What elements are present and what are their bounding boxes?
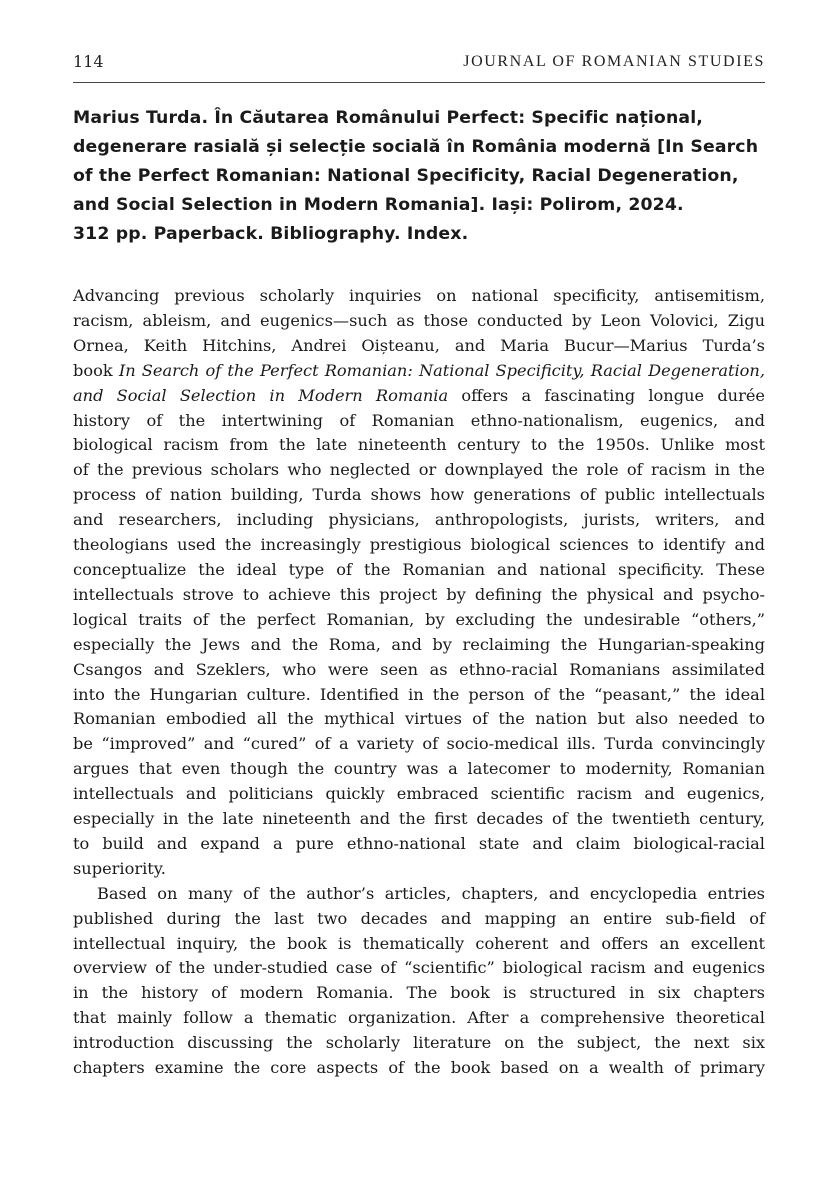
text-line: logical traits of the perfect Romanian, by excluding the undesirable “others,”	[73, 609, 765, 629]
text-line: introduction discussing the scholarly literature on the subject, the next six	[73, 1033, 765, 1053]
text-line: especially the Jews and the Roma, and by reclaiming the Hungarian-speaking	[73, 634, 765, 654]
text-line: argues that even though the country was a latecomer to modernity, Romanian	[73, 759, 765, 779]
text-line: intellectuals strove to achieve this project by defining the physical and psycho-	[73, 584, 765, 604]
text-line: and researchers, including physicians, anthropologists, jurists, writers, and	[73, 510, 765, 530]
paragraph-1	[73, 284, 765, 882]
heading-line: of the Perfect Romanian: National Specificity, Racial Degeneration,	[73, 166, 739, 186]
text-line: biological racism from the late nineteenth century to the 1950s. Unlike most	[73, 435, 765, 455]
heading-line: Marius Turda. În Căutarea Românului Perfect: Specific național,	[73, 108, 704, 128]
text-line: that mainly follow a thematic organization. After a comprehensive theoretical	[73, 1008, 765, 1028]
text-line: especially in the late nineteenth and the first decades of the twentieth century,	[73, 809, 765, 829]
text-line: chapters examine the core aspects of the book based on a wealth of primary	[73, 1058, 765, 1078]
header-rule	[73, 82, 765, 83]
text-line: history of the intertwining of Romanian ethno-nationalism, eugenics, and	[73, 410, 765, 430]
heading-line: degenerare rasială și selecție socială în România modernă [In Search	[73, 137, 759, 157]
text-line: superiority.	[73, 858, 166, 878]
text-line: overview of the under-studied case of “scientific” biological racism and eugenics	[73, 958, 765, 978]
text-line: Csangos and Szeklers, who were seen as ethno-racial Romanians assimilated	[73, 659, 765, 679]
text-line: be “improved” and “cured” of a variety of socio-medical ills. Turda convincingly	[73, 734, 765, 754]
review-body	[73, 284, 765, 1081]
text-line: racism, ableism, and eugenics—such as those conducted by Leon Volovici, Zigu	[73, 310, 765, 330]
review-bibliographic-heading	[73, 104, 773, 249]
text-line: published during the last two decades and mapping an entire sub-field of	[73, 908, 765, 928]
text-line: Romanian embodied all the mythical virtues of the nation but also needed to	[73, 709, 765, 729]
text-line: conceptualize the ideal type of the Romanian and national specificity. These	[73, 559, 765, 579]
text-line: to build and expand a pure ethno-national state and claim biological-racial	[73, 833, 765, 853]
text-line: process of nation building, Turda shows how generations of public intellectuals	[73, 485, 765, 505]
book-title-italic: In Search of the Perfect Romanian: National Specificity, Racial Degeneration,	[118, 360, 766, 380]
running-head	[73, 52, 765, 76]
text-line: Ornea, Keith Hitchins, Andrei Oișteanu, and Maria Bucur—Marius Turda’s	[73, 335, 765, 355]
text-line-with-title	[73, 384, 765, 409]
paragraph-2	[73, 882, 765, 1081]
text-line: intellectuals and politicians quickly embraced scientific racism and eugenics,	[73, 784, 765, 804]
heading-line: 312 pp. Paperback. Bibliography. Index.	[73, 224, 469, 244]
text-line-with-title	[73, 359, 765, 384]
book-title-italic: and Social Selection in Modern Romania	[73, 385, 449, 405]
text-line: intellectual inquiry, the book is thematically coherent and offers an excellent	[73, 933, 765, 953]
text-line: in the history of modern Romania. The book is structured in six chapters	[73, 983, 765, 1003]
text-line: Based on many of the author’s articles, chapters, and encyclopedia entries	[97, 883, 765, 903]
heading-line: and Social Selection in Modern Romania]. Iași: Polirom, 2024.	[73, 195, 684, 215]
journal-title: JOURNAL OF ROMANIAN STUDIES	[463, 53, 765, 70]
text-fragment: offers a fascinating longue durée	[448, 385, 765, 405]
text-fragment: book	[73, 360, 119, 380]
text-line: Advancing previous scholarly inquiries on national specificity, antisemitism,	[73, 286, 765, 305]
text-line: theologians used the increasingly prestigious biological sciences to identify and	[73, 535, 765, 555]
text-line: into the Hungarian culture. Identified in the person of the “peasant,” the ideal	[73, 684, 765, 704]
page-number: 114	[73, 52, 104, 71]
text-line: of the previous scholars who neglected or downplayed the role of racism in the	[73, 460, 765, 480]
